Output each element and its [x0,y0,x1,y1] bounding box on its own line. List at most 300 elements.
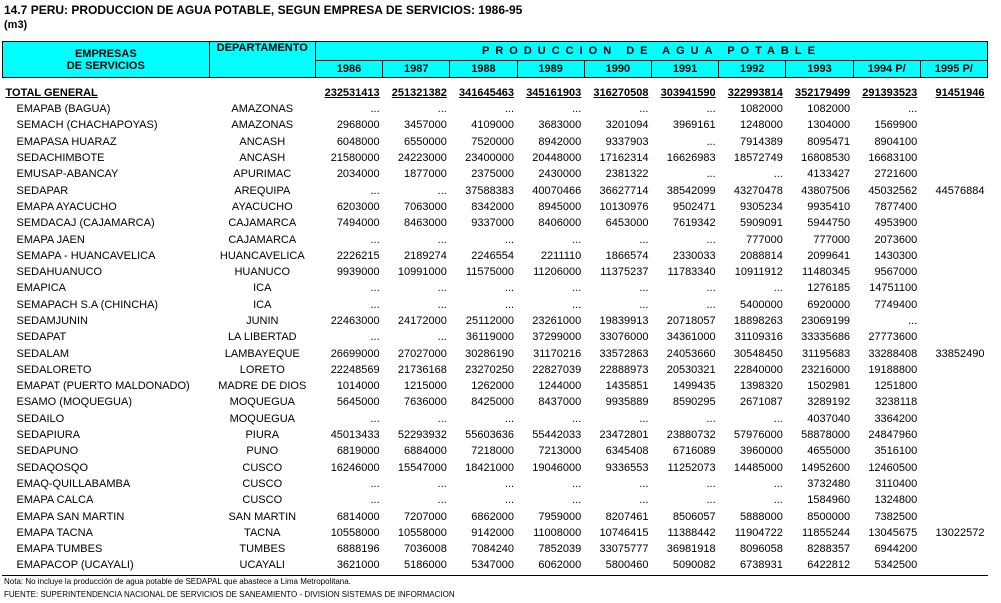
produccion-header: PRODUCCION DE AGUA POTABLE [315,42,987,61]
value-cell: 8342000 [471,200,515,213]
value-cell: 1251800 [874,380,918,393]
value-cell: 8095471 [807,135,851,148]
empresa-cell: SEDALORETO [16,363,92,376]
value-cell: 2375000 [471,168,515,181]
value-cell: 5347000 [471,559,515,572]
value-cell: 1584960 [807,494,851,507]
value-cell [920,166,987,182]
value-cell: ... [706,298,716,311]
departamento-cell: LAMBAYEQUE [224,347,300,360]
empresa-cell: SEDAMJUNIN [16,315,89,327]
units-label: (m3) [4,19,28,31]
value-cell: 58878000 [801,429,851,442]
value-cell: 26699000 [330,347,380,360]
note-text: Nota: No incluye la producción de agua potable de SEDAPAL que abastece a Lima Metropolitana. [4,577,351,586]
year-header: 1993 [786,61,853,78]
value-cell: 4655000 [807,445,851,458]
value-cell: 23216000 [801,363,851,376]
value-cell [920,231,987,247]
empresa-cell: SEDACHIMBOTE [16,152,105,165]
value-cell: 33288408 [868,347,918,360]
table-row [3,199,988,215]
table-row [3,508,988,524]
value-cell: 17162314 [599,152,649,165]
value-cell: 1435851 [605,380,649,393]
table-row [3,182,988,198]
value-cell: 3732480 [807,477,851,490]
value-cell: 7063000 [404,200,447,213]
value-cell: 9305234 [740,200,783,213]
value-cell: 23400000 [465,152,515,165]
value-cell: ... [437,233,447,246]
value-cell: 9502471 [672,200,716,213]
value-cell: 14485000 [733,461,783,474]
departamento-cell: PIURA [245,429,280,442]
total-value: 251321382 [391,86,447,99]
production-table [2,41,988,574]
value-cell [920,394,987,410]
table-row [3,557,988,573]
departamento-cell: HUANCAVELICA [219,249,305,262]
value-cell: ... [504,282,515,295]
value-cell: 22827039 [532,363,582,376]
departamento-cell: UCAYALI [239,559,285,572]
value-cell: 2430000 [538,168,582,181]
table-row [3,134,988,150]
value-cell: ... [504,103,515,116]
value-cell: ... [773,412,783,425]
value-cell: 19188800 [868,363,918,376]
value-cell: 36627714 [599,184,649,197]
value-cell: 8406000 [538,217,582,230]
year-header: 1995 P/ [920,61,987,78]
value-cell: ... [370,103,380,116]
value-cell: ... [572,477,582,490]
value-cell: 30286190 [465,347,515,360]
value-cell: 2073600 [874,233,918,246]
value-cell: 2968000 [336,119,380,132]
value-cell: ... [773,494,783,507]
value-cell: ... [370,282,380,295]
empresas-header [3,42,210,78]
value-cell: ... [706,412,716,425]
table-row [3,460,988,476]
value-cell: 7520000 [471,135,515,148]
value-cell: ... [639,477,649,490]
value-cell [920,557,987,573]
value-cell: 7914389 [740,135,783,148]
value-cell [920,248,987,264]
value-cell: 6422812 [807,559,851,572]
value-cell: 8904100 [874,135,918,148]
value-cell: 6203000 [336,200,380,213]
value-cell: 31109316 [734,331,783,344]
departamento-cell: ICA [253,298,272,311]
value-cell: ... [370,412,380,425]
value-cell: 33075777 [599,543,649,556]
value-cell [920,215,987,231]
empresa-cell: EMAPA AYACUCHO [16,200,117,213]
value-cell: 34361000 [666,331,716,344]
value-cell: 21736168 [397,363,447,376]
value-cell: 6550000 [404,135,447,148]
value-cell: 36981918 [666,543,716,556]
departamento-cell: MOQUEGUA [229,412,295,425]
value-cell: 23261000 [532,315,582,327]
value-cell: 7036008 [404,543,447,556]
value-cell: 1262000 [471,380,515,393]
total-row [3,84,988,101]
value-cell: 7084240 [471,543,515,556]
value-cell: 20718057 [666,315,716,327]
value-cell: ... [706,282,716,295]
value-cell: ... [773,168,783,181]
value-cell: 7218000 [471,445,515,458]
value-cell: 6453000 [605,217,649,230]
value-cell: ... [370,298,380,311]
value-cell: 9336553 [605,461,649,474]
value-cell: 11388442 [667,526,716,539]
value-cell: 33572863 [599,347,649,360]
value-cell: 1082000 [740,103,783,116]
value-cell: ... [572,103,582,116]
value-cell: 8942000 [538,135,582,148]
empresa-cell: EMAPA TACNA [16,526,93,539]
value-cell: ... [572,282,582,295]
value-cell: 4037040 [807,412,851,425]
value-cell: 14952600 [801,461,851,474]
value-cell: ... [706,168,716,181]
empresa-cell: SEDAILO [16,412,65,425]
value-cell [920,476,987,492]
year-header: 1989 [517,61,584,78]
value-cell [920,443,987,459]
table-row [3,411,988,427]
value-cell: 3289192 [807,396,851,409]
value-cell: ... [572,494,582,507]
empresa-cell: EMAPAT (PUERTO MALDONADO) [16,380,190,393]
value-cell: ... [370,477,380,490]
value-cell: 8506057 [672,510,716,523]
value-cell: ... [639,282,649,295]
value-cell: 7619342 [672,217,716,230]
value-cell: 2381322 [605,168,649,181]
value-cell: 7959000 [538,510,582,523]
table-row [3,248,988,264]
value-cell: 8288357 [807,543,851,556]
departamento-cell: MADRE DE DIOS [218,380,307,393]
value-cell: 5090082 [672,559,716,572]
value-cell: 1014000 [336,380,380,393]
value-cell: 24053660 [666,347,716,360]
value-cell: 3683000 [538,119,582,132]
departamento-cell: AMAZONAS [231,103,294,116]
empresa-cell: SEMDACAJ (CAJAMARCA) [16,217,155,230]
total-value: 322993814 [727,86,783,99]
empresa-cell: SEDAPAR [16,184,69,197]
value-cell: 16246000 [330,461,380,474]
value-cell: ... [437,412,447,425]
departamento-cell: ICA [253,282,272,295]
value-cell: 2671087 [740,396,783,409]
table-row [3,231,988,247]
value-cell: 7749400 [874,298,918,311]
value-cell [920,313,987,329]
empresa-cell: EMAPA SAN MARTIN [16,510,125,523]
total-value: 345161903 [526,86,582,99]
empresa-cell: EMAPAB (BAGUA) [16,103,111,116]
departamento-cell: MOQUEGUA [229,396,295,409]
value-cell: 5186000 [404,559,447,572]
value-cell: 33852490 [935,347,985,360]
value-cell: ... [437,282,447,295]
value-cell: ... [437,477,447,490]
departamento-cell: CAJAMARCA [228,217,297,230]
value-cell: ... [370,184,380,197]
value-cell: 16626983 [666,152,716,165]
value-cell: ... [437,494,447,507]
value-cell: 6062000 [538,559,582,572]
value-cell: 33335686 [801,331,851,344]
value-cell: 2226215 [336,249,380,262]
table-row [3,492,988,508]
value-cell [920,329,987,345]
value-cell: 14751100 [869,282,918,295]
value-cell [920,362,987,378]
table-row [3,345,988,361]
empresa-cell: EMAQ-QUILLABAMBA [16,477,131,490]
value-cell: 6738931 [740,559,783,572]
departamento-cell: PUNO [246,445,279,458]
empresa-cell: EMAPASA HUARAZ [16,135,117,148]
table-row [3,313,988,329]
total-value: 316270508 [593,86,649,99]
value-cell: 1877000 [404,168,447,181]
empresa-cell: ESAMO (MOQUEGUA) [16,396,133,409]
table-row [3,150,988,166]
departamento-cell: AREQUIPA [234,184,291,197]
value-cell: 8590295 [672,396,716,409]
value-cell: 9939000 [336,266,380,279]
table-body [3,78,988,574]
value-cell: 6048000 [336,135,380,148]
value-cell: 7852039 [538,543,582,556]
value-cell: ... [706,494,716,507]
empresa-cell: EMAPACOP (UCAYALI) [16,559,134,572]
value-cell: 8096058 [740,543,783,556]
value-cell: 45032562 [868,184,918,197]
value-cell: 5800460 [605,559,649,572]
value-cell: ... [437,331,447,344]
table-row [3,541,988,557]
value-cell: 1276185 [807,282,851,295]
value-cell: 5909091 [740,217,783,230]
value-cell: 18572749 [733,152,783,165]
value-cell: 22248569 [330,363,380,376]
value-cell: 1215000 [404,380,447,393]
value-cell: 22888973 [599,363,649,376]
value-cell: 9567000 [874,266,918,279]
value-cell: 4953900 [874,217,918,230]
value-cell: 10558000 [397,526,447,539]
table-row [3,476,988,492]
value-cell: 40070466 [532,184,582,197]
value-cell: 8463000 [404,217,447,230]
value-cell: 8425000 [471,396,515,409]
departamento-cell: AMAZONAS [231,119,294,132]
empresa-cell: SEDALAM [16,347,70,360]
value-cell: 24172000 [397,315,447,327]
departamento-cell: CUSCO [242,494,283,507]
value-cell: 10558000 [330,526,380,539]
value-cell: 5342500 [874,559,918,572]
total-value: 352179499 [795,86,851,99]
value-cell: 3457000 [404,119,447,132]
value-cell: 2099641 [807,249,851,262]
source-text: FUENTE: SUPERINTENDENCIA NACIONAL DE SERVICIOS DE SANEAMIENTO - DIVISION SISTEMAS DE INFORMACION [4,590,455,599]
value-cell: 23880732 [666,429,716,442]
value-cell: 11480345 [801,266,851,279]
value-cell: 31170216 [533,347,582,360]
value-cell: 16683100 [868,152,918,165]
value-cell: 31195683 [801,347,851,360]
value-cell: ... [437,184,447,197]
value-cell: 5645000 [336,396,380,409]
value-cell: 13045675 [868,526,918,539]
year-header: 1994 P/ [853,61,920,78]
total-value: 303941590 [660,86,716,99]
empresa-cell: SEMACH (CHACHAPOYAS) [16,119,158,132]
table-row [3,264,988,280]
value-cell: 4109000 [471,119,515,132]
table-row [3,443,988,459]
value-cell: ... [639,412,649,425]
value-cell: 15547000 [397,461,447,474]
table-header [3,42,988,78]
year-header: 1990 [584,61,651,78]
value-cell: 10991000 [397,266,447,279]
value-cell: 11206000 [533,266,582,279]
value-cell: 9935889 [605,396,649,409]
empresa-cell: SEDAHUANUCO [16,266,103,279]
value-cell: ... [908,103,918,116]
value-cell: 4133427 [807,168,851,181]
value-cell: 22840000 [733,363,783,376]
value-cell: 9337000 [471,217,515,230]
value-cell [920,150,987,166]
value-cell [920,297,987,313]
total-value: 291393523 [862,86,918,99]
value-cell: 1248000 [740,119,783,132]
value-cell: 27773600 [868,331,918,344]
year-header: 1986 [315,61,382,78]
empresa-cell: SEDAPAT [16,331,67,344]
total-value: 91451946 [935,86,985,99]
value-cell: 9142000 [471,526,515,539]
value-cell: 11252073 [667,461,716,474]
empresa-cell: EMAPA TUMBES [16,543,103,556]
value-cell: ... [773,477,783,490]
value-cell: 13022572 [935,526,985,539]
table-row [3,215,988,231]
value-cell: 30548450 [733,347,783,360]
value-cell: 11375237 [600,266,649,279]
table-row [3,297,988,313]
value-cell: 33076000 [599,331,649,344]
value-cell: 21580000 [330,152,380,165]
empresa-cell: EMAPA JAEN [16,233,85,246]
empresa-cell: EMAPICA [16,282,67,295]
value-cell: 2211110 [540,249,582,262]
value-cell: 20448000 [532,152,582,165]
departamento-cell: TACNA [244,526,281,539]
value-cell: 38542099 [666,184,716,197]
departamento-cell: ANCASH [239,152,286,165]
table-row [3,378,988,394]
value-cell: 7636000 [404,396,447,409]
value-cell: 19839913 [599,315,649,327]
value-cell: 23069199 [801,315,851,327]
value-cell: 3238118 [875,396,918,409]
total-departamento [209,84,315,101]
value-cell: ... [504,494,515,507]
value-cell: 6888196 [336,543,380,556]
value-cell: 27027000 [397,347,447,360]
table-row [3,394,988,410]
value-cell: 19046000 [532,461,582,474]
value-cell: 5400000 [740,298,783,311]
value-cell: 16808530 [801,152,851,165]
table-row [3,101,988,117]
value-cell: 777000 [746,233,783,246]
value-cell: 3621000 [336,559,380,572]
value-cell: 25112000 [465,315,515,327]
value-cell: 57976000 [733,429,783,442]
value-cell: 8945000 [538,200,582,213]
value-cell: ... [370,233,380,246]
empresa-cell: SEDAPUNO [16,445,79,458]
value-cell: 6716089 [672,445,716,458]
value-cell: 43807506 [801,184,851,197]
value-cell: ... [504,412,515,425]
table-row [3,362,988,378]
value-cell: 6819000 [336,445,380,458]
value-cell: 23472801 [599,429,649,442]
value-cell: 10746415 [599,526,649,539]
value-cell: 37299000 [532,331,582,344]
value-cell: 6862000 [471,510,515,523]
value-cell [920,199,987,215]
value-cell: 3960000 [740,445,783,458]
value-cell [920,541,987,557]
value-cell: ... [370,331,380,344]
value-cell: 6345408 [605,445,649,458]
value-cell: 1866574 [605,249,649,262]
value-cell: 55442033 [532,429,582,442]
value-cell [920,378,987,394]
departamento-header: DEPARTAMENTO [209,42,315,78]
value-cell [920,117,987,133]
value-cell: 5888000 [740,510,783,523]
value-cell: 8207461 [605,510,649,523]
value-cell [920,492,987,508]
value-cell: 44576884 [935,184,985,197]
value-cell: 7207000 [404,510,447,523]
value-cell: 2088814 [740,249,783,262]
value-cell: ... [504,298,515,311]
value-cell: 43270478 [733,184,783,197]
table-row [3,117,988,133]
